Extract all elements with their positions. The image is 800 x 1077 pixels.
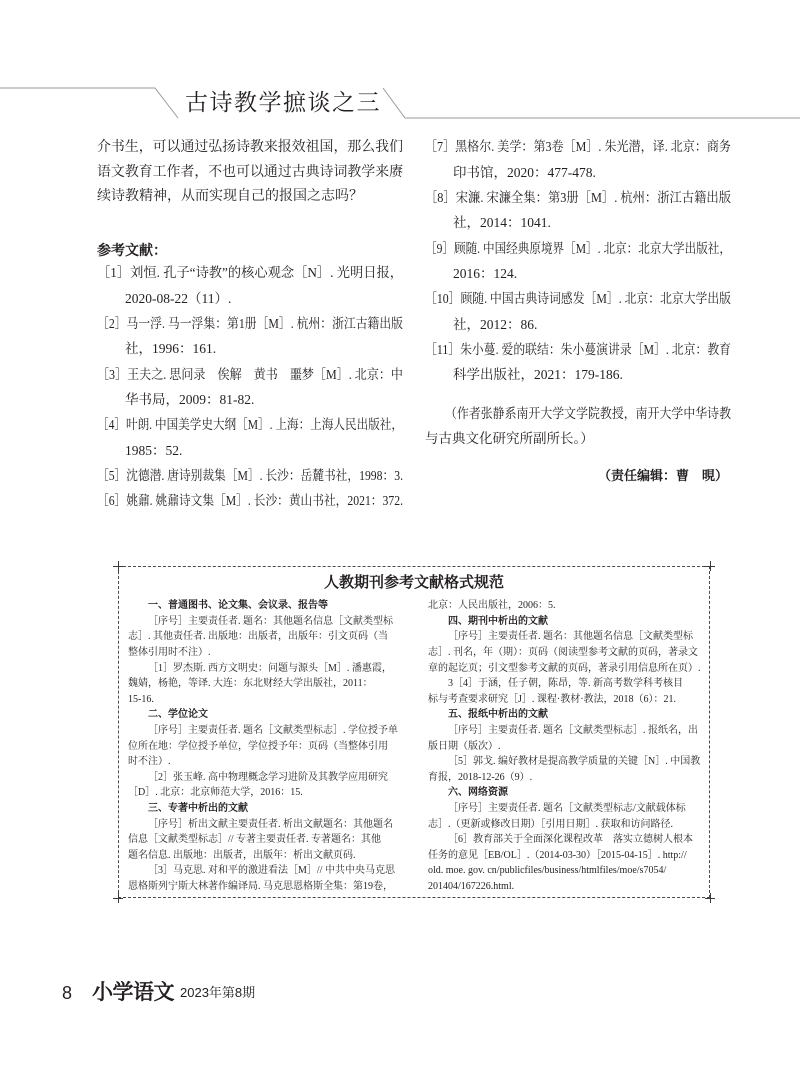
reference-line: ［6］姚鼐. 姚鼐诗文集［M］. 长沙：黄山书社，2021：372. xyxy=(97,493,403,509)
reference-line: ［2］马一浮. 马一浮集：第1册［M］. 杭州：浙江古籍出版 xyxy=(97,315,403,331)
issue-label: 2023年第8期 xyxy=(180,985,256,1000)
format-line: ［D］. 北京：北京师范大学，2016：15. xyxy=(128,787,303,799)
format-section-heading: 五、报纸中析出的文献 xyxy=(448,709,548,721)
format-entry xyxy=(128,723,405,770)
reference-line: ［10］顾随. 中国古典诗词感发［M］. 北京：北京大学出版 xyxy=(425,291,731,307)
format-entry xyxy=(428,676,705,707)
magazine-logo: 小学语文 xyxy=(92,979,174,1004)
box-corner-mark xyxy=(705,561,715,571)
format-entry xyxy=(428,629,705,676)
format-line: ［2］张玉峰. 高中物理概念学习进阶及其教学应用研究 xyxy=(148,771,388,783)
references-list-right xyxy=(425,134,731,387)
format-line: ［序号］主要责任者. 题名：其他题名信息［文献类型标 xyxy=(448,631,693,643)
reference-entry xyxy=(97,362,403,413)
reference-line: 社，2014：1041. xyxy=(453,215,551,231)
reference-line: ［3］王夫之. 思问录 俟解 黄书 噩梦［M］. 北京：中 xyxy=(97,366,403,382)
format-line: 15-16. xyxy=(128,693,154,705)
format-section-heading: 四、期刊中析出的文献 xyxy=(448,615,548,627)
page-number: 8 xyxy=(62,983,73,1003)
format-line: 位所在地：学位授予单位，学位授予年：页码（当整体引用 xyxy=(128,740,388,752)
format-line: 题名信息. 出版地：出版者，出版年：析出文献页码. xyxy=(128,849,356,861)
reference-line: 2020-08-22（11）. xyxy=(125,290,232,306)
body-text-line: 续诗教精神，从而实现自己的报国之志吗？ xyxy=(97,189,363,205)
reference-entry xyxy=(425,236,731,287)
reference-line: 科学出版社，2021：179-186. xyxy=(453,367,623,383)
format-spec-title: 人教期刊参考文献格式规范 xyxy=(323,574,504,591)
reference-entry xyxy=(97,463,403,488)
body-text-line: 介书生，可以通过弘扬诗教来报效祖国，那么我们 xyxy=(97,140,403,155)
reference-line: ［7］黑格尔. 美学：第3卷［M］. 朱光潜，译. 北京：商务 xyxy=(425,139,731,155)
reference-entry xyxy=(425,286,731,337)
reference-entry xyxy=(97,488,403,513)
reference-line: ［1］刘恒. 孔子“诗教”的核心观念［N］. 光明日报， xyxy=(97,265,403,281)
format-line: 魏婧，杨艳，等译. 大连：东北财经大学出版社，2011： xyxy=(128,678,373,690)
reference-line: 社，1996：161. xyxy=(125,341,217,357)
format-line: ［序号］主要责任者. 题名［文献类型标志］. 报纸名，出 xyxy=(448,724,698,736)
reference-line: 印书馆，2020：477-478. xyxy=(453,164,596,180)
header-rule xyxy=(0,0,800,130)
format-line: 时不注）. xyxy=(128,756,171,768)
format-spec-column-left xyxy=(128,598,405,894)
format-line: 201404/167226.html. xyxy=(428,880,515,892)
format-line: ［序号］析出文献主要责任者. 析出文献题名：其他题名 xyxy=(148,818,393,830)
format-line: 北京：人民出版社，2006：5. xyxy=(428,600,556,612)
format-line: 恩格斯列宁斯大林著作编译局. 马克思恩格斯全集：第19卷， xyxy=(128,880,393,892)
format-entry xyxy=(128,661,405,708)
format-entry xyxy=(128,770,405,801)
format-line: 3［4］于涵，任子朝，陈昂，等. 新高考数学科考核目 xyxy=(448,678,683,690)
reference-line: ［5］沈德潜. 唐诗别裁集［M］. 长沙：岳麓书社，1998：3. xyxy=(97,468,403,484)
format-line: 标与考查要求研究［J］. 课程·教材·教法，2018（6）：21. xyxy=(428,693,677,705)
format-line: ［序号］主要责任者. 题名：其他题名信息［文献类型标 xyxy=(148,615,393,627)
reference-entry xyxy=(97,260,403,311)
article-body xyxy=(97,136,403,210)
reference-line: 1985：52. xyxy=(125,442,183,458)
format-section-heading: 一、普通图书、论文集、会议录、报告等 xyxy=(148,600,328,612)
format-line: 整体引用时不注）. xyxy=(128,646,211,658)
format-entry xyxy=(428,754,705,785)
reference-line: 2016：124. xyxy=(453,266,518,282)
reference-entry xyxy=(425,134,731,185)
format-spec-column-right xyxy=(428,598,705,894)
format-line: 信息［文献类型标志］// 专著主要责任者. 专著题名：其他 xyxy=(128,834,382,846)
author-note-line: 与古典文化研究所副所长。） xyxy=(425,430,594,446)
reference-line: ［11］朱小蔓. 爱的联结：朱小蔓演讲录［M］. 北京：教育 xyxy=(425,342,731,358)
box-corner-mark xyxy=(113,893,123,903)
reference-entry xyxy=(97,311,403,362)
column-title: 古诗教学摭谈之三 xyxy=(185,90,381,116)
reference-entry xyxy=(97,412,403,463)
format-entry xyxy=(128,817,405,864)
references-list-left xyxy=(97,260,403,513)
format-line: 章的起讫页；引文型参考文献的页码，著录引用信息所在页）. xyxy=(428,662,701,674)
author-note-line: （作者张静系南开大学文学院教授，南开大学中华诗教 xyxy=(445,405,731,421)
references-heading: 参考文献： xyxy=(97,242,167,258)
reference-entry xyxy=(425,185,731,236)
format-line: 育报，2018-12-26（9）. xyxy=(428,771,533,783)
format-section-heading: 三、专著中析出的文献 xyxy=(148,802,248,814)
reference-line: ［4］叶朗. 中国美学史大纲［M］. 上海：上海人民出版社， xyxy=(97,417,403,433)
body-text-line: 语文教育工作者，不也可以通过古典诗词教学来赓 xyxy=(97,164,403,180)
format-line: ［1］罗杰斯. 西方文明史：问题与源头［M］. 潘惠霞， xyxy=(148,662,392,674)
format-line: ［序号］主要责任者. 题名［文献类型标志/文献载体标 xyxy=(448,802,686,814)
format-line: ［5］郭戈. 编好教材是提高教学质量的关键［N］. 中国教 xyxy=(448,756,701,768)
reference-line: ［9］顾随. 中国经典原境界［M］. 北京：北京大学出版社， xyxy=(425,240,731,256)
format-entry xyxy=(428,723,705,754)
reference-entry xyxy=(425,337,731,388)
format-line: 任务的意见［EB/OL］.（2014-03-30）［2015-04-15］. http:// xyxy=(428,849,687,861)
format-line: ［6］教育部关于全面深化课程改革 落实立德树人根本 xyxy=(448,834,693,846)
format-entry-continued xyxy=(428,598,705,614)
format-line: 志］.（更新或修改日期）［引用日期］. 获取和访问路径. xyxy=(428,818,673,830)
reference-line: ［8］宋濂. 宋濂全集：第3册［M］. 杭州：浙江古籍出版 xyxy=(425,189,731,205)
format-entry xyxy=(428,832,705,894)
format-line: ［3］马克思. 对和平的激进看法［M］// 中共中央马克思 xyxy=(148,865,395,877)
box-corner-mark xyxy=(113,561,123,571)
format-line: old. moe. gov. cn/publicfiles/business/htmlfiles/moe/s7054/ xyxy=(428,865,667,877)
format-line: 版日期（版次）. xyxy=(428,740,501,752)
box-corner-mark xyxy=(705,893,715,903)
responsible-editor: （责任编辑：曹 晛） xyxy=(597,468,728,483)
format-section-heading: 六、网络资源 xyxy=(448,787,508,799)
format-section-heading: 二、学位论文 xyxy=(148,709,208,721)
format-line: 志］. 刊名，年（期）：页码（阅读型参考文献的页码，著录文 xyxy=(428,646,698,658)
format-line: 志］. 其他责任者. 出版地：出版者，出版年：引文页码（当 xyxy=(128,631,388,643)
author-note xyxy=(425,401,731,451)
format-entry xyxy=(128,614,405,661)
format-line: ［序号］主要责任者. 题名［文献类型标志］. 学位授予单 xyxy=(148,724,398,736)
reference-line: 华书局，2009：81-82. xyxy=(125,392,255,408)
format-entry xyxy=(428,801,705,832)
format-entry xyxy=(128,863,405,894)
reference-line: 社，2012：86. xyxy=(453,316,538,332)
